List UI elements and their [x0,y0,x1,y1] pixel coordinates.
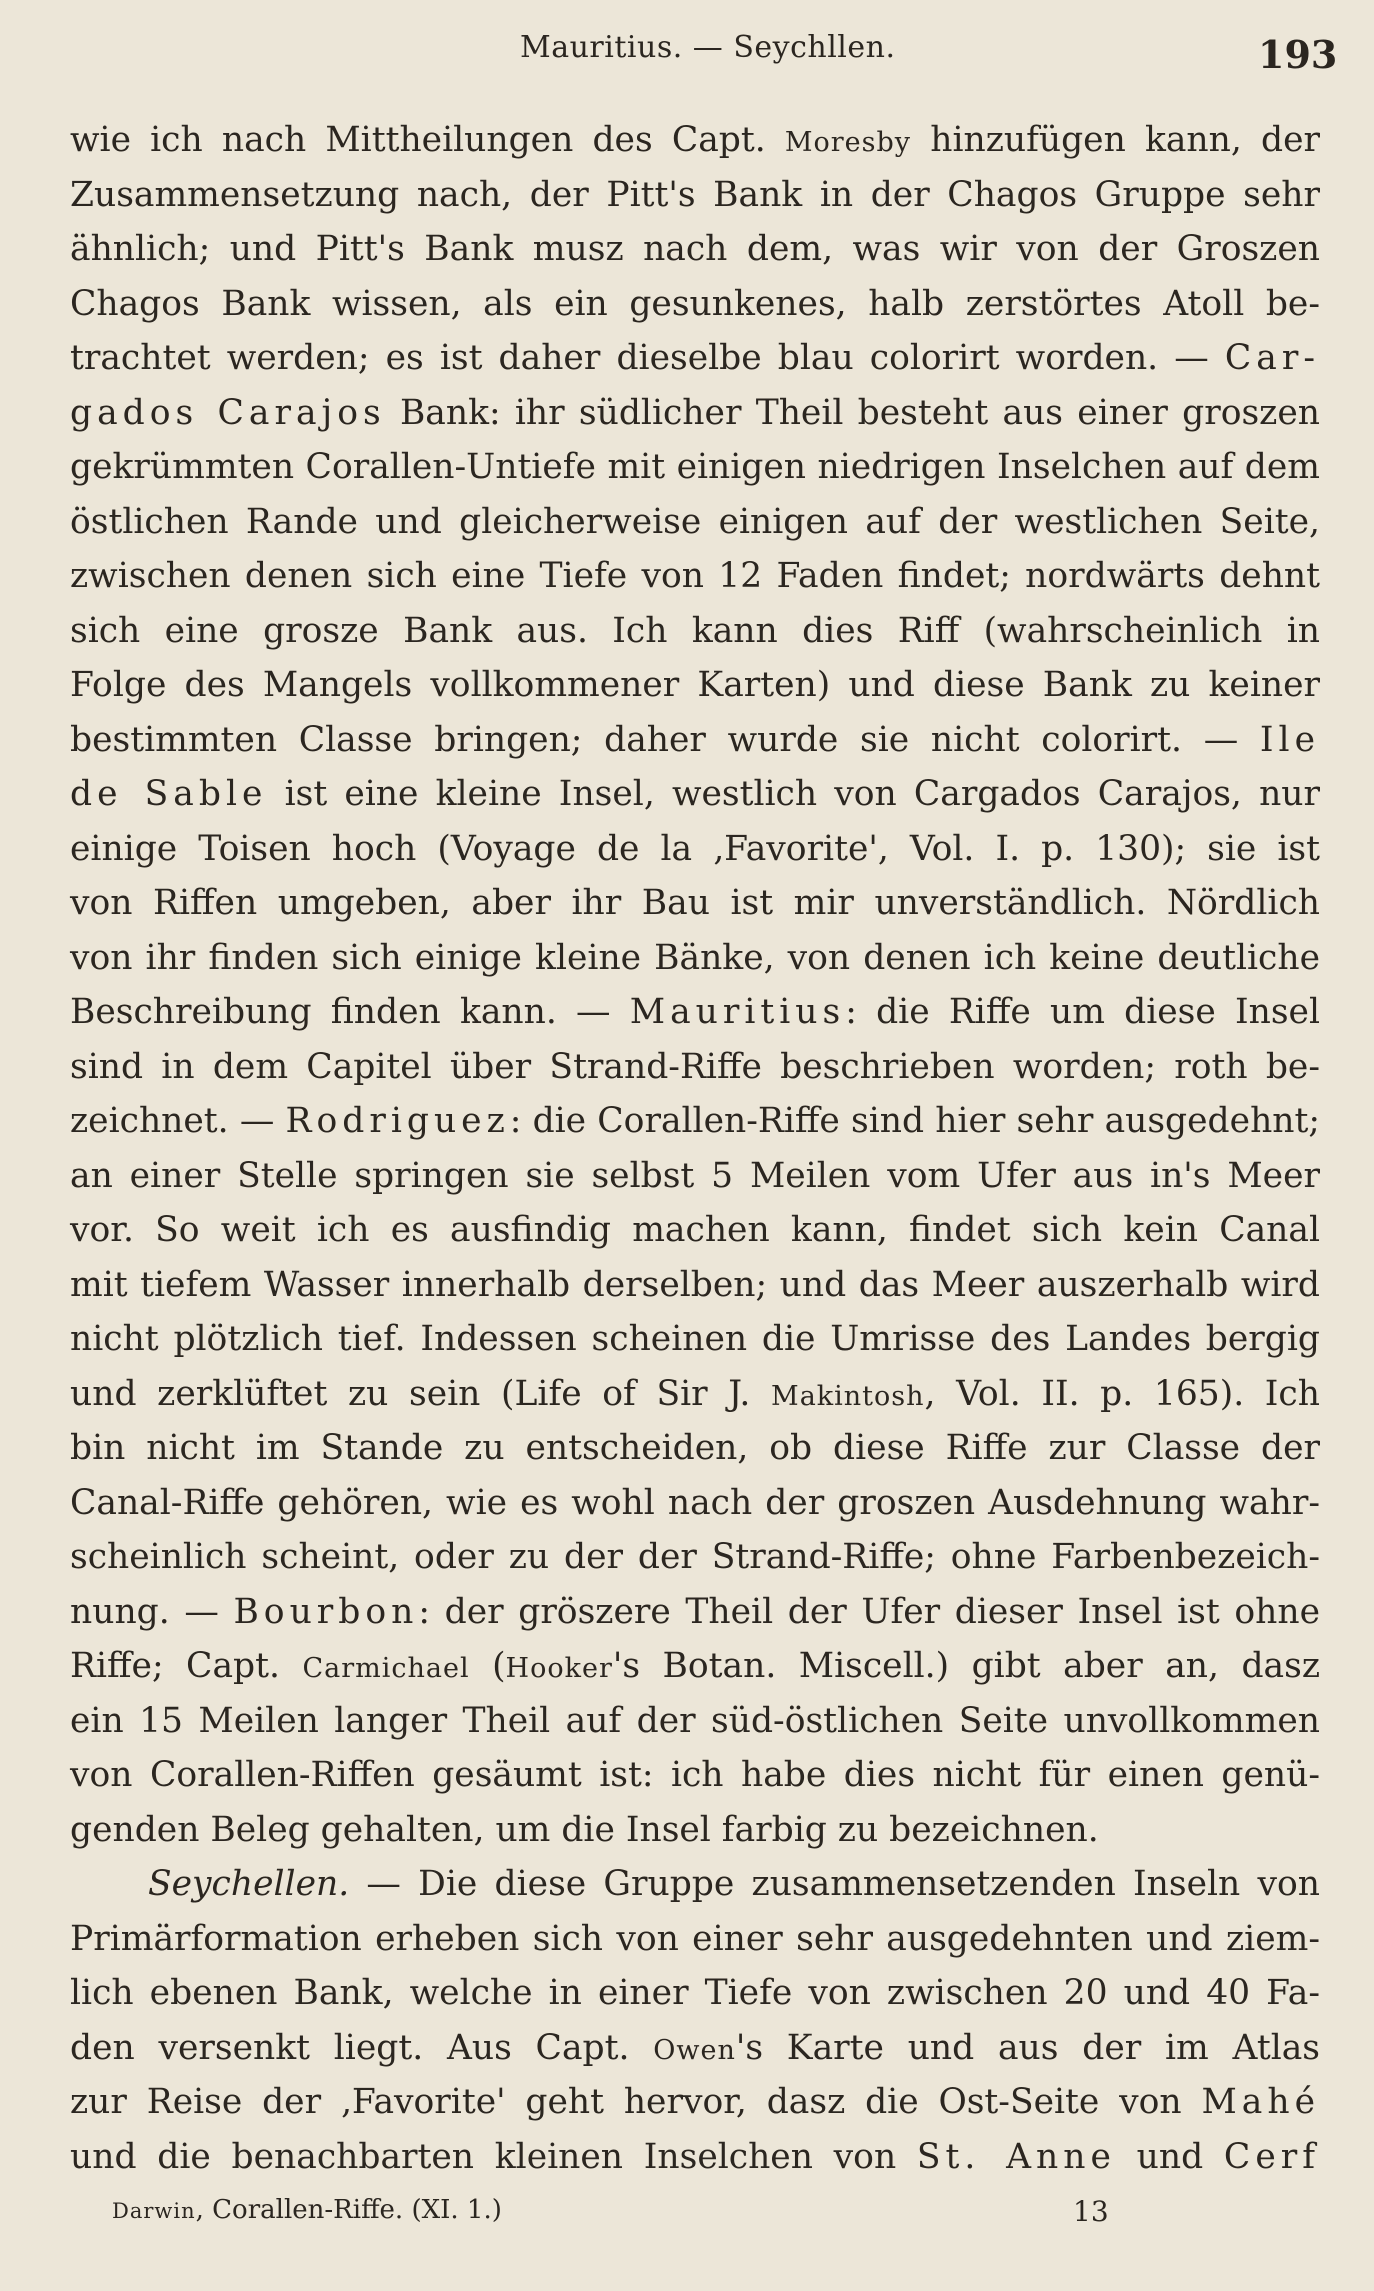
text-line [70,1149,1320,1204]
spaced-place-name: Mauritius [629,992,846,1032]
text-run: Bank: ihr südlicher Theil besteht aus einer groszen [385,392,1320,433]
text-line [70,113,1320,168]
text-run: von Corallen-Riffen gesäumt ist: ich habe dies nicht für einen genü- [70,1755,1320,1795]
text-run: bestimmten Classe bringen; daher wurde sie nicht colorirt. — [70,719,1260,760]
text-run: 's Karte und aus der im Atlas [735,2027,1321,2068]
small-caps-name: Owen [653,2034,736,2066]
text-run: den versenkt liegt. Aus Capt. [70,2027,654,2068]
text-run: ähnlich; und Pitt's Bank musz nach dem, was wir von der Groszen [70,229,1320,269]
text-run: Chagos Bank wissen, als ein gesunkenes, halb zerstörtes Atoll be- [70,283,1320,324]
text-line [70,604,1320,659]
text-line [70,713,1320,768]
text-run: — Die diese Gruppe zusammensetzenden Inseln von [349,1864,1320,1904]
text-line [70,222,1320,277]
text-line [70,1857,1320,1912]
text-line [70,331,1320,386]
text-line [70,822,1320,877]
small-caps-name: Hooker [505,1653,613,1684]
text-line [70,1367,1320,1422]
text-line [70,1585,1320,1640]
text-line [70,277,1320,332]
text-run: ( [469,1646,506,1686]
spaced-place-name: Mahé [1201,2082,1320,2122]
text-line [70,2130,1320,2185]
text-line [70,1912,1320,1967]
text-line [70,495,1320,550]
text-run: genden Beleg gehalten, um die Insel farbig zu bezeichnen. [70,1809,1099,1850]
spaced-place-name: St. Anne [916,2136,1116,2177]
text-line [70,440,1320,495]
text-line [70,386,1320,441]
text-run: lich ebenen Bank, welche in einer Tiefe von zwischen 20 und 40 Fa- [70,1973,1320,2013]
text-line [70,931,1320,986]
text-run: trachtet werden; es ist daher dieselbe blau colorirt worden. — [70,338,1225,378]
text-run: von ihr finden sich einige kleine Bänke, von denen ich keine deutliche [70,937,1320,978]
text-run: : der gröszere Theil der Ufer dieser Insel ist ohne [418,1591,1320,1632]
text-run: nicht plötzlich tief. Indessen scheinen die Umrisse des Landes bergig [70,1319,1320,1359]
text-line [70,1530,1320,1585]
small-caps-name: Moresby [784,127,912,158]
page-number: 193 [1258,32,1338,77]
text-run: und die benachbarten kleinen Inselchen von [70,2136,917,2177]
text-line [70,876,1320,931]
text-line [70,1966,1320,2021]
spaced-place-name: Car- [1224,338,1320,378]
text-run: : die Riffe um diese Insel [845,992,1320,1032]
text-line [70,168,1320,223]
text-run: bin nicht im Stande zu entscheiden, ob diese Riffe zur Classe der [70,1428,1320,1468]
small-caps-name: Carmichael [302,1653,470,1684]
text-run: sind in dem Capitel über Strand-Riffe beschrieben worden; roth be- [70,1046,1320,1087]
italic-heading: Seychellen. [148,1864,350,1904]
sheet-number: 13 [1073,2195,1109,2228]
text-run: Primärformation erheben sich von einer sehr ausgedehnten und ziem- [70,1918,1320,1959]
signature-rest: , Corallen-Riffe. (XI. 1.) [195,2195,502,2225]
spaced-place-name: de Sable [70,774,268,814]
text-run: nung. — [70,1591,234,1632]
text-line [70,2021,1320,2076]
text-line [70,1094,1320,1149]
small-caps-name: Makintosh [771,1380,925,1412]
text-line [70,1040,1320,1095]
text-line [70,1203,1320,1258]
text-run: zeichnet. — [70,1101,286,1141]
text-line [70,1803,1320,1858]
spaced-place-name: Cerf [1223,2136,1320,2177]
text-line [70,1639,1320,1694]
spaced-place-name: Rodriguez [285,1101,510,1141]
text-run: zwischen denen sich eine Tiefe von 12 Faden findet; nordwärts dehnt [70,556,1320,596]
text-run: : die Corallen-Riffe sind hier sehr ausgedehnt; [509,1101,1320,1141]
text-run: östlichen Rande und gleicherweise einigen auf der westlichen Seite, [70,501,1320,542]
text-run: Folge des Mangels vollkommener Karten) und diese Bank zu keiner [70,665,1320,705]
text-line [70,1312,1320,1367]
text-run: an einer Stelle springen sie selbst 5 Meilen vom Ufer aus in's Meer [70,1155,1320,1196]
text-line [70,1748,1320,1803]
text-line [70,1476,1320,1531]
spaced-place-name: gados Carajos [70,392,386,433]
text-line [70,658,1320,713]
page-footer [0,2195,1374,2235]
text-run: ein 15 Meilen langer Theil auf der süd-östlichen Seite unvollkommen [70,1700,1320,1741]
text-run: Riffe; Capt. [70,1646,303,1686]
text-run: wie ich nach Mittheilungen des Capt. [70,120,785,160]
text-run: gekrümmten Corallen-Untiefe mit einigen niedrigen Inselchen auf dem [70,447,1320,487]
text-run: einige Toisen hoch (Voyage de la ‚Favorite', Vol. I. p. 130); sie ist [70,828,1320,869]
text-run: von Riffen umgeben, aber ihr Bau ist mir unverständlich. Nördlich [70,883,1320,923]
text-line [70,767,1320,822]
text-run: und zerklüftet zu sein (Life of Sir J. [70,1373,772,1414]
text-run: Canal-Riffe gehören, wie es wohl nach der groszen Ausdehnung wahr- [70,1482,1320,1523]
text-line [70,1258,1320,1313]
text-run: mit tiefem Wasser innerhalb derselben; und das Meer auszerhalb wird [70,1264,1320,1305]
text-run: und [1115,2136,1224,2177]
text-line [70,1694,1320,1749]
body-text [70,113,1320,2184]
text-line [70,2075,1320,2130]
text-run: zur Reise der ‚Favorite' geht hervor, dasz die Ost-Seite von [70,2082,1202,2122]
text-run: vor. So weit ich es ausfindig machen kann, findet sich kein Canal [70,1210,1320,1250]
text-run: , Vol. II. p. 165). Ich [924,1373,1320,1414]
text-line [70,985,1320,1040]
spaced-place-name: Bourbon [233,1591,419,1632]
text-line [70,549,1320,604]
text-run: hinzufügen kann, der [911,120,1320,160]
text-line [70,1421,1320,1476]
running-header [0,30,1374,80]
text-run: Beschreibung finden kann. — [70,992,630,1032]
text-run: scheinlich scheint, oder zu der der Strand-Riffe; ohne Farbenbezeich- [70,1537,1320,1577]
text-run: sich eine grosze Bank aus. Ich kann dies Riff (wahrscheinlich in [70,610,1320,651]
running-title: Mauritius. — Seychllen. [520,30,896,65]
signature-author: Darwin [112,2199,196,2223]
spaced-place-name: Ile [1259,719,1320,760]
text-run: 's Botan. Miscell.) gibt aber an, dasz [612,1646,1320,1686]
text-run: Zusammensetzung nach, der Pitt's Bank in der Chagos Gruppe sehr [70,174,1320,215]
printer-signature [112,2195,502,2225]
text-run: ist eine kleine Insel, westlich von Cargados Carajos, nur [267,774,1320,814]
